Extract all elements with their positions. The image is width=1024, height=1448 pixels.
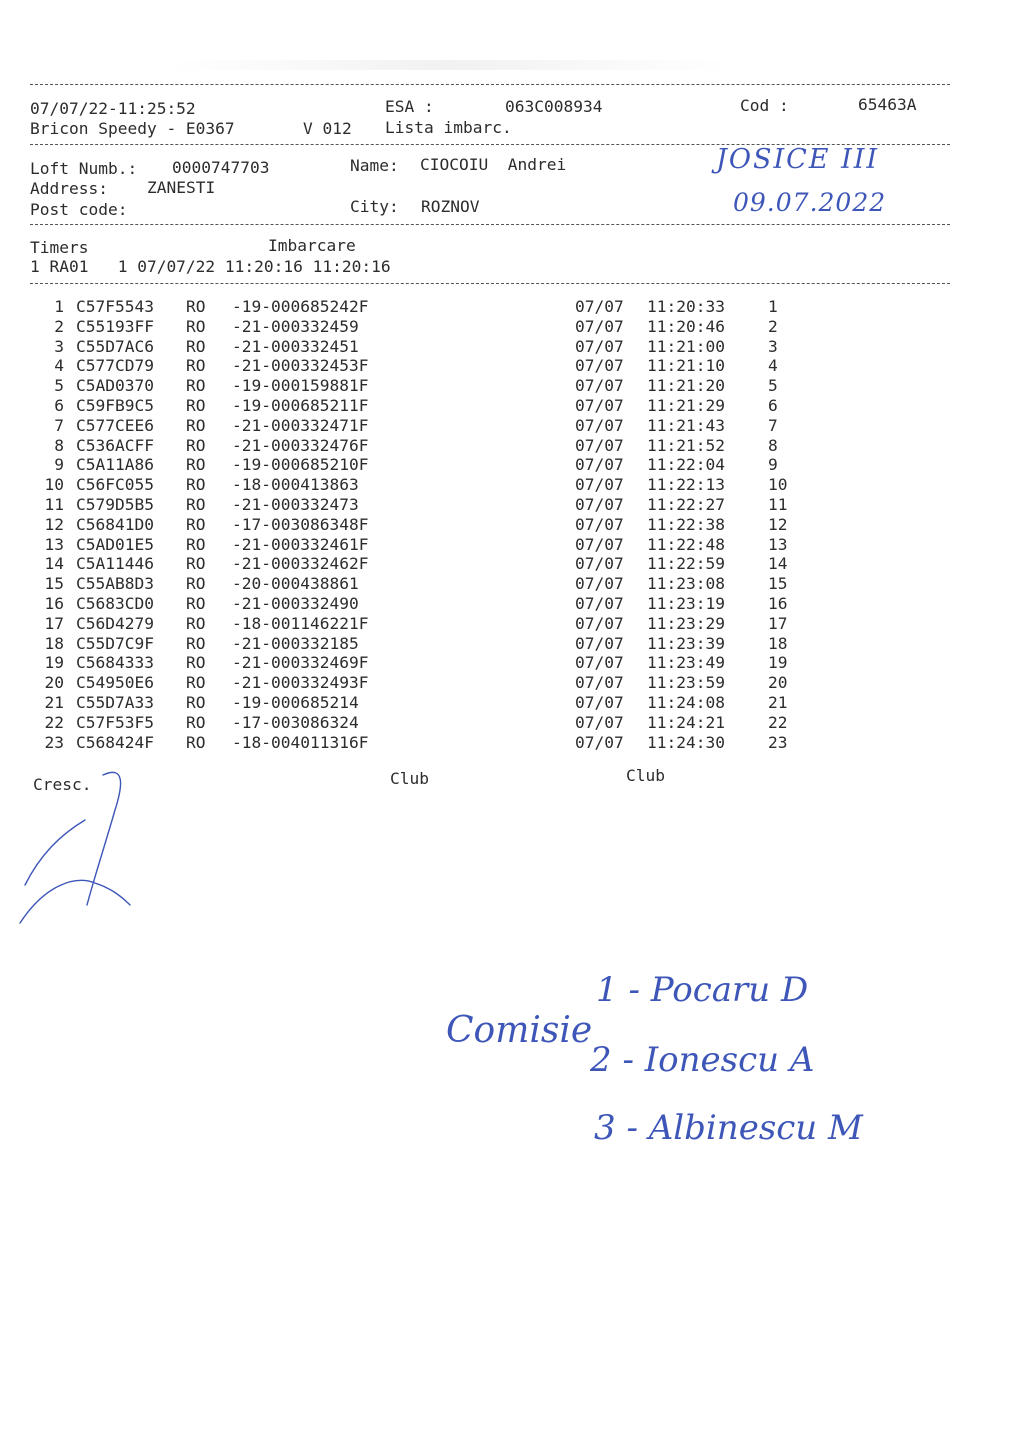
commission-member-1: 1 - Pocaru D [596, 970, 809, 1010]
bird-ring: -21-000332462F [232, 554, 369, 574]
bird-row [30, 733, 800, 753]
bird-chip: C55AB8D3 [76, 574, 154, 594]
version: V 012 [303, 119, 352, 138]
bird-date: 07/07 [575, 732, 624, 752]
bird-seq: 5 [768, 376, 778, 396]
bird-ring: -19-000685214 [232, 693, 359, 712]
bird-seq: 17 [768, 613, 788, 633]
bird-row [30, 396, 800, 416]
bird-date: 07/07 [575, 336, 624, 356]
imbarcare-label: Imbarcare [268, 236, 356, 255]
bird-ring: -19-000685211F [232, 396, 369, 415]
esa-value: 063C008934 [505, 97, 603, 116]
bird-chip: C5684333 [76, 653, 154, 673]
bird-date: 07/07 [575, 356, 624, 376]
bird-seq: 18 [768, 633, 788, 653]
bird-seq: 4 [768, 356, 778, 376]
bird-chip: C5A11A86 [76, 455, 154, 475]
bird-n: 10 [44, 475, 64, 495]
bird-time: 11:23:39 [647, 633, 725, 653]
bird-row [30, 634, 800, 654]
bird-row [30, 614, 800, 634]
bird-chip: C57F5543 [76, 297, 154, 316]
bird-date: 07/07 [575, 534, 624, 554]
separator-line [30, 283, 950, 284]
bird-row [30, 515, 800, 535]
bird-row [30, 594, 800, 614]
bird-seq: 1 [768, 297, 778, 316]
bird-n: 1 [54, 297, 64, 316]
bird-country: RO [186, 693, 206, 712]
bird-ring: -17-003086324 [232, 712, 359, 732]
faded-print-strip [170, 60, 730, 70]
bird-row [30, 297, 800, 317]
bird-ring: -19-000685210F [232, 455, 369, 475]
bird-row [30, 337, 800, 357]
bird-time: 11:23:08 [647, 574, 725, 594]
bird-country: RO [186, 653, 206, 673]
bird-ring: -20-000438861 [232, 574, 359, 594]
bird-seq: 15 [768, 574, 788, 594]
bird-time: 11:22:13 [647, 475, 725, 495]
bird-time: 11:21:43 [647, 415, 725, 435]
bird-n: 7 [54, 415, 64, 435]
bird-country: RO [186, 376, 206, 396]
timer-row: 1 RA01 1 07/07/22 11:20:16 11:20:16 [30, 257, 391, 276]
bird-chip: C59FB9C5 [76, 396, 154, 415]
bird-chip: C56841D0 [76, 514, 154, 534]
bird-n: 20 [44, 673, 64, 693]
bird-chip: C5683CD0 [76, 594, 154, 613]
bird-row [30, 436, 800, 456]
city-value: ROZNOV [421, 197, 480, 216]
handwritten-race-name: JOSICE III [716, 144, 880, 175]
bird-seq: 10 [768, 475, 788, 495]
handwritten-commission-title: Comisie [446, 1010, 593, 1051]
bird-country: RO [186, 455, 206, 475]
commission-member-3: 3 - Albinescu M [594, 1108, 863, 1148]
bird-chip: C55D7A33 [76, 693, 154, 712]
bird-n: 16 [44, 594, 64, 613]
bird-ring: -21-000332453F [232, 356, 369, 376]
bird-seq: 3 [768, 336, 778, 356]
esa-label: ESA : [385, 97, 434, 116]
bird-country: RO [186, 574, 206, 594]
bird-row [30, 455, 800, 475]
bird-seq: 20 [768, 673, 788, 693]
bird-chip: C5AD01E5 [76, 534, 154, 554]
bird-time: 11:22:48 [647, 534, 725, 554]
bird-time: 11:23:49 [647, 653, 725, 673]
bird-chip: C577CD79 [76, 356, 154, 376]
bird-date: 07/07 [575, 297, 624, 316]
bird-country: RO [186, 712, 206, 732]
bird-country: RO [186, 732, 206, 752]
bird-country: RO [186, 495, 206, 514]
bird-n: 5 [54, 376, 64, 396]
bird-time: 11:21:52 [647, 435, 725, 455]
bird-n: 3 [54, 336, 64, 356]
bird-time: 11:24:30 [647, 732, 725, 752]
bird-date: 07/07 [575, 633, 624, 653]
bird-row [30, 356, 800, 376]
bird-chip: C5AD0370 [76, 376, 154, 396]
bird-country: RO [186, 356, 206, 376]
bird-date: 07/07 [575, 475, 624, 495]
bird-row [30, 475, 800, 495]
bird-chip: C579D5B5 [76, 495, 154, 514]
bird-seq: 6 [768, 396, 778, 415]
bird-chip: C568424F [76, 732, 154, 752]
bird-ring: -19-000685242F [232, 297, 369, 316]
bird-date: 07/07 [575, 653, 624, 673]
bird-time: 11:20:33 [647, 297, 725, 316]
bird-country: RO [186, 435, 206, 455]
print-datetime: 07/07/22-11:25:52 [30, 99, 196, 118]
bird-n: 8 [54, 435, 64, 455]
bird-chip: C54950E6 [76, 673, 154, 693]
bird-ring: -21-000332469F [232, 653, 369, 673]
bird-time: 11:23:59 [647, 673, 725, 693]
bird-seq: 21 [768, 693, 788, 712]
bird-ring: -21-000332473 [232, 495, 359, 514]
loft-label: Loft Numb.: [30, 159, 138, 178]
bird-country: RO [186, 336, 206, 356]
bird-country: RO [186, 633, 206, 653]
bird-date: 07/07 [575, 415, 624, 435]
bird-country: RO [186, 613, 206, 633]
bird-country: RO [186, 594, 206, 613]
bird-n: 9 [54, 455, 64, 475]
bird-row [30, 673, 800, 693]
bird-date: 07/07 [575, 574, 624, 594]
bird-seq: 11 [768, 495, 788, 514]
bird-time: 11:23:29 [647, 613, 725, 633]
bird-ring: -19-000159881F [232, 376, 369, 396]
bird-n: 19 [44, 653, 64, 673]
separator-line [30, 84, 950, 85]
bird-date: 07/07 [575, 594, 624, 613]
bird-row [30, 495, 800, 515]
bird-n: 15 [44, 574, 64, 594]
bird-seq: 22 [768, 712, 788, 732]
bird-row [30, 574, 800, 594]
bird-date: 07/07 [575, 435, 624, 455]
bird-row [30, 416, 800, 436]
bird-date: 07/07 [575, 712, 624, 732]
bird-seq: 23 [768, 732, 788, 752]
bird-row [30, 535, 800, 555]
bird-time: 11:22:04 [647, 455, 725, 475]
bird-date: 07/07 [575, 554, 624, 574]
bird-n: 11 [44, 495, 64, 514]
bird-time: 11:22:27 [647, 495, 725, 514]
bird-ring: -18-004011316F [232, 732, 369, 752]
bird-time: 11:22:38 [647, 514, 725, 534]
bird-ring: -21-000332493F [232, 673, 369, 693]
bird-n: 18 [44, 633, 64, 653]
bird-ring: -18-001146221F [232, 613, 369, 633]
bird-n: 17 [44, 613, 64, 633]
bird-chip: C5A11446 [76, 554, 154, 574]
club-signature-label: Club [626, 766, 665, 785]
bird-n: 6 [54, 396, 64, 415]
bird-ring: -21-000332451 [232, 336, 359, 356]
bird-chip: C55D7AC6 [76, 336, 154, 356]
list-title: Lista imbarc. [385, 118, 512, 137]
bird-ring: -21-000332476F [232, 435, 369, 455]
city-label: City: [350, 197, 399, 216]
bird-chip: C55D7C9F [76, 633, 154, 653]
loft-number: 0000747703 [172, 158, 270, 177]
bird-ring: -21-000332471F [232, 415, 369, 435]
bird-seq: 13 [768, 534, 788, 554]
name-label: Name: [350, 156, 399, 175]
breeder-signature [15, 765, 145, 935]
bird-ring: -21-000332185 [232, 633, 359, 653]
bird-date: 07/07 [575, 495, 624, 514]
separator-line [30, 224, 950, 225]
bird-ring: -21-000332490 [232, 594, 359, 613]
bird-time: 11:23:19 [647, 594, 725, 613]
bird-time: 11:22:59 [647, 554, 725, 574]
bird-date: 07/07 [575, 693, 624, 712]
bird-row [30, 554, 800, 574]
bird-ring: -18-000413863 [232, 475, 359, 495]
bird-country: RO [186, 396, 206, 415]
bird-country: RO [186, 554, 206, 574]
bird-time: 11:24:08 [647, 693, 725, 712]
bird-chip: C56D4279 [76, 613, 154, 633]
address-label: Address: [30, 179, 108, 198]
bird-ring: -17-003086348F [232, 514, 369, 534]
bird-country: RO [186, 673, 206, 693]
bird-row [30, 376, 800, 396]
club-name: Bricon Speedy - E0367 [30, 119, 235, 138]
commission-member-2: 2 - Ionescu A [590, 1040, 815, 1080]
bird-date: 07/07 [575, 673, 624, 693]
bird-row [30, 693, 800, 713]
bird-chip: C536ACFF [76, 435, 154, 455]
bird-n: 2 [54, 316, 64, 336]
cod-value: 65463A [858, 95, 917, 114]
bird-n: 4 [54, 356, 64, 376]
bird-n: 13 [44, 534, 64, 554]
bird-date: 07/07 [575, 514, 624, 534]
bird-chip: C57F53F5 [76, 712, 154, 732]
bird-country: RO [186, 297, 206, 316]
bird-date: 07/07 [575, 613, 624, 633]
bird-ring: -21-000332459 [232, 316, 359, 336]
bird-seq: 14 [768, 554, 788, 574]
bird-country: RO [186, 534, 206, 554]
bird-date: 07/07 [575, 316, 624, 336]
bird-chip: C56FC055 [76, 475, 154, 495]
bird-country: RO [186, 415, 206, 435]
fancier-name: CIOCOIU Andrei [420, 155, 567, 174]
bird-time: 11:20:46 [647, 316, 725, 336]
bird-n: 12 [44, 514, 64, 534]
bird-n: 23 [44, 732, 64, 752]
bird-seq: 12 [768, 514, 788, 534]
club-signature-label: Club [390, 769, 429, 788]
bird-time: 11:21:10 [647, 356, 725, 376]
bird-seq: 2 [768, 316, 778, 336]
bird-n: 14 [44, 554, 64, 574]
handwritten-race-date: 09.07.2022 [733, 188, 887, 217]
bird-n: 22 [44, 712, 64, 732]
bird-country: RO [186, 316, 206, 336]
bird-row [30, 653, 800, 673]
breeder-signature-label: Cresc. [33, 775, 92, 794]
bird-country: RO [186, 475, 206, 495]
bird-time: 11:21:29 [647, 396, 725, 415]
bird-date: 07/07 [575, 455, 624, 475]
bird-seq: 7 [768, 415, 778, 435]
timers-label: Timers [30, 238, 89, 257]
postcode-label: Post code: [30, 200, 128, 219]
bird-seq: 9 [768, 455, 778, 475]
bird-country: RO [186, 514, 206, 534]
cod-label: Cod : [740, 96, 789, 115]
bird-date: 07/07 [575, 396, 624, 415]
bird-time: 11:21:00 [647, 336, 725, 356]
bird-n: 21 [44, 693, 64, 712]
bird-time: 11:24:21 [647, 712, 725, 732]
bird-seq: 16 [768, 594, 788, 613]
bird-chip: C55193FF [76, 316, 154, 336]
bird-date: 07/07 [575, 376, 624, 396]
bird-seq: 8 [768, 435, 778, 455]
bird-row [30, 713, 800, 733]
address-value: ZANESTI [147, 178, 216, 197]
bird-chip: C577CEE6 [76, 415, 154, 435]
bird-ring: -21-000332461F [232, 534, 369, 554]
bird-row [30, 317, 800, 337]
bird-time: 11:21:20 [647, 376, 725, 396]
bird-seq: 19 [768, 653, 788, 673]
